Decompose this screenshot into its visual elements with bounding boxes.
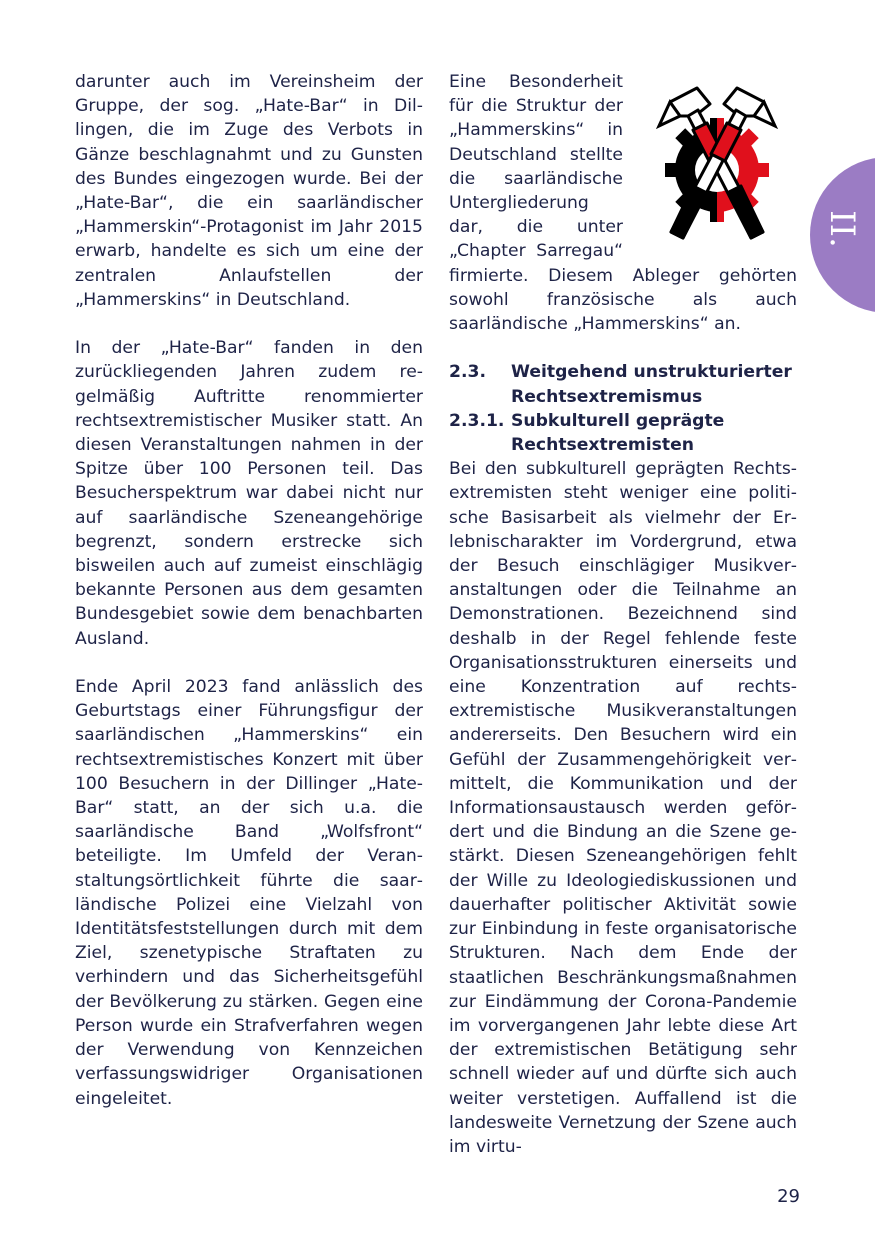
page-number: 29 [777,1186,800,1207]
heading-title: Weitgehend unstrukturierter Rechtsextremismus [511,362,792,407]
right-intro-paragraph: Eine Besonderheit für die Struktur der „Hammerskins“ in Deutschland stellte die saarländische Untergliederung dar, die unter „Chapter Sarregau“ firmierte. Diesem Ableger gehörten sowohl französische als auch saarländische „Hammerskins“ an. [449,72,797,335]
left-paragraph-1: darunter auch im Vereinsheim der Gruppe, der sog. „Hate-Bar“ in Dillingen, die im Zuge des Verbots in Gänze beschlagnahmt und zu Gunsten des Bundes eingezogen wurde. Bei der „Hate-Bar“, die ein saarländischer „Hammerskin“-Protagonist im Jahr 2015 erwarb, handelte es sich um eine der zentralen Anlaufstellen der „Hammerskins“ in Deutschland. [75,72,423,310]
chapter-tab-label: II. [822,210,862,248]
right-column [449,70,797,1183]
left-paragraph-3: Ende April 2023 fand anlässlich des Geburtstags einer Führungsfigur der saarländischen „Hammerskins“ ein rechtsextremistisches Konzert mit über 100 Besuchern in der Dillinger „Hate-Bar“ statt, an der sich u.a. die saarländische Band „Wolfsfront“ beteiligte. Im Umfeld der Veranstaltungsörtlichkeit führte die saarländische Polizei eine Vielzahl von Identitätsfeststellungen durch mit dem Ziel, szenetypische Straftaten zu verhindern und das Sicherheitsgefühl der Bevölkerung zu stärken. Gegen eine Person wurde ein Strafverfahren wegen der Verwendung von Kennzeichen verfassungswidriger Organisationen eingeleitet. [75,677,423,1109]
heading-number: 2.3.1. [449,410,505,431]
chapter-tab [810,157,875,313]
section-heading-2-3 [449,360,797,408]
left-column [75,70,423,1135]
hammerskins-logo-icon [637,82,797,247]
heading-number: 2.3. [449,362,486,383]
section-heading-2-3-1 [449,409,797,457]
heading-title: Subkulturell geprägte Rechtsextremisten [511,410,725,456]
right-body-paragraph: Bei den subkulturell geprägten Rechtsextremisten steht weniger eine politische Basisarbeit als vielmehr der Erlebnischarakter im Vordergrund, etwa der Besuch einschlägiger Musikveranstaltungen oder die Teilnahme an Demonstrationen. Bezeichnend sind deshalb in der Regel fehlende feste Organisationsstrukturen einerseits und eine Konzentration auf rechtsextremistische Musikveranstaltungen andererseits. Den Besuchern wird ein Gefühl der Zusammengehörigkeit vermittelt, die Kommunikation und der Informationsaustausch werden gefördert und die Bindung an die Szene gestärkt. Diesen Szeneangehörigen fehlt der Wille zu Ideologiediskussionen und dauerhafter politischer Aktivität sowie zur Einbindung in feste organisatorische Strukturen. Nach dem Ende der staatlichen Beschränkungsmaßnahmen zur Eindämmung der Corona-Pandemie im vorvergangenen Jahr lebte diese Art der extremistischen Betätigung sehr schnell wieder auf und dürfte sich auch weiter verstetigen. Auffallend ist die landesweite Vernetzung der Szene auch im virtu- [449,459,797,1157]
left-paragraph-2: In der „Hate-Bar“ fanden in den zurückliegenden Jahren zudem regelmäßig Auftritte renommierter rechtsextremistischer Musiker statt. An diesen Veranstaltungen nahmen in der Spitze über 100 Personen teil. Das Besucherspektrum war dabei nicht nur auf saarländische Szeneangehörige begrenzt, sondern erstrecke sich bisweilen auch auf zumeist einschlägig bekannte Personen aus dem gesamten Bundesgebiet sowie dem benachbarten Ausland. [75,338,423,649]
